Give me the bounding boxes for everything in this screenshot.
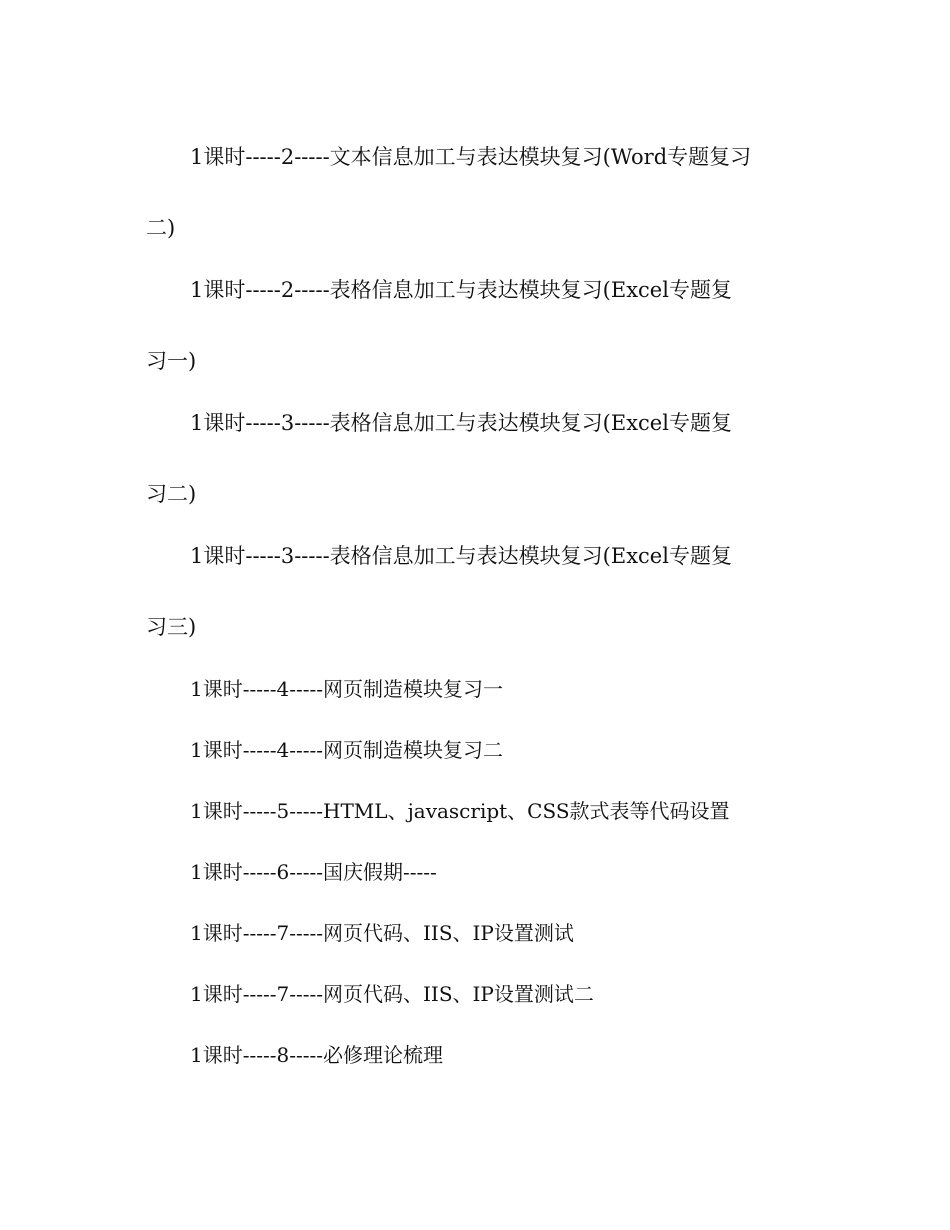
- paragraph-3-line-2: 习二): [146, 482, 197, 506]
- paragraph-2-line-1: 1课时-----2-----表格信息加工与表达模块复习(Excel专题复: [190, 278, 732, 302]
- list-item: 1课时-----7-----网页代码、IIS、IP设置测试: [190, 921, 574, 945]
- paragraph-4-line-1: 1课时-----3-----表格信息加工与表达模块复习(Excel专题复: [190, 544, 732, 568]
- list-item: 1课时-----4-----网页制造模块复习一: [190, 677, 504, 701]
- paragraph-2-line-2: 习一): [146, 349, 197, 373]
- paragraph-1-line-2: 二): [146, 216, 176, 240]
- list-item: 1课时-----5-----HTML、javascript、CSS款式表等代码设置: [190, 799, 730, 823]
- paragraph-4-line-2: 习三): [146, 615, 197, 639]
- list-item: 1课时-----7-----网页代码、IIS、IP设置测试二: [190, 982, 594, 1006]
- paragraph-1-line-1: 1课时-----2-----文本信息加工与表达模块复习(Word专题复习: [190, 145, 752, 169]
- list-item: 1课时-----6-----国庆假期-----: [190, 860, 437, 884]
- list-item: 1课时-----4-----网页制造模块复习二: [190, 738, 504, 762]
- paragraph-3-line-1: 1课时-----3-----表格信息加工与表达模块复习(Excel专题复: [190, 411, 732, 435]
- list-item: 1课时-----8-----必修理论梳理: [190, 1043, 444, 1067]
